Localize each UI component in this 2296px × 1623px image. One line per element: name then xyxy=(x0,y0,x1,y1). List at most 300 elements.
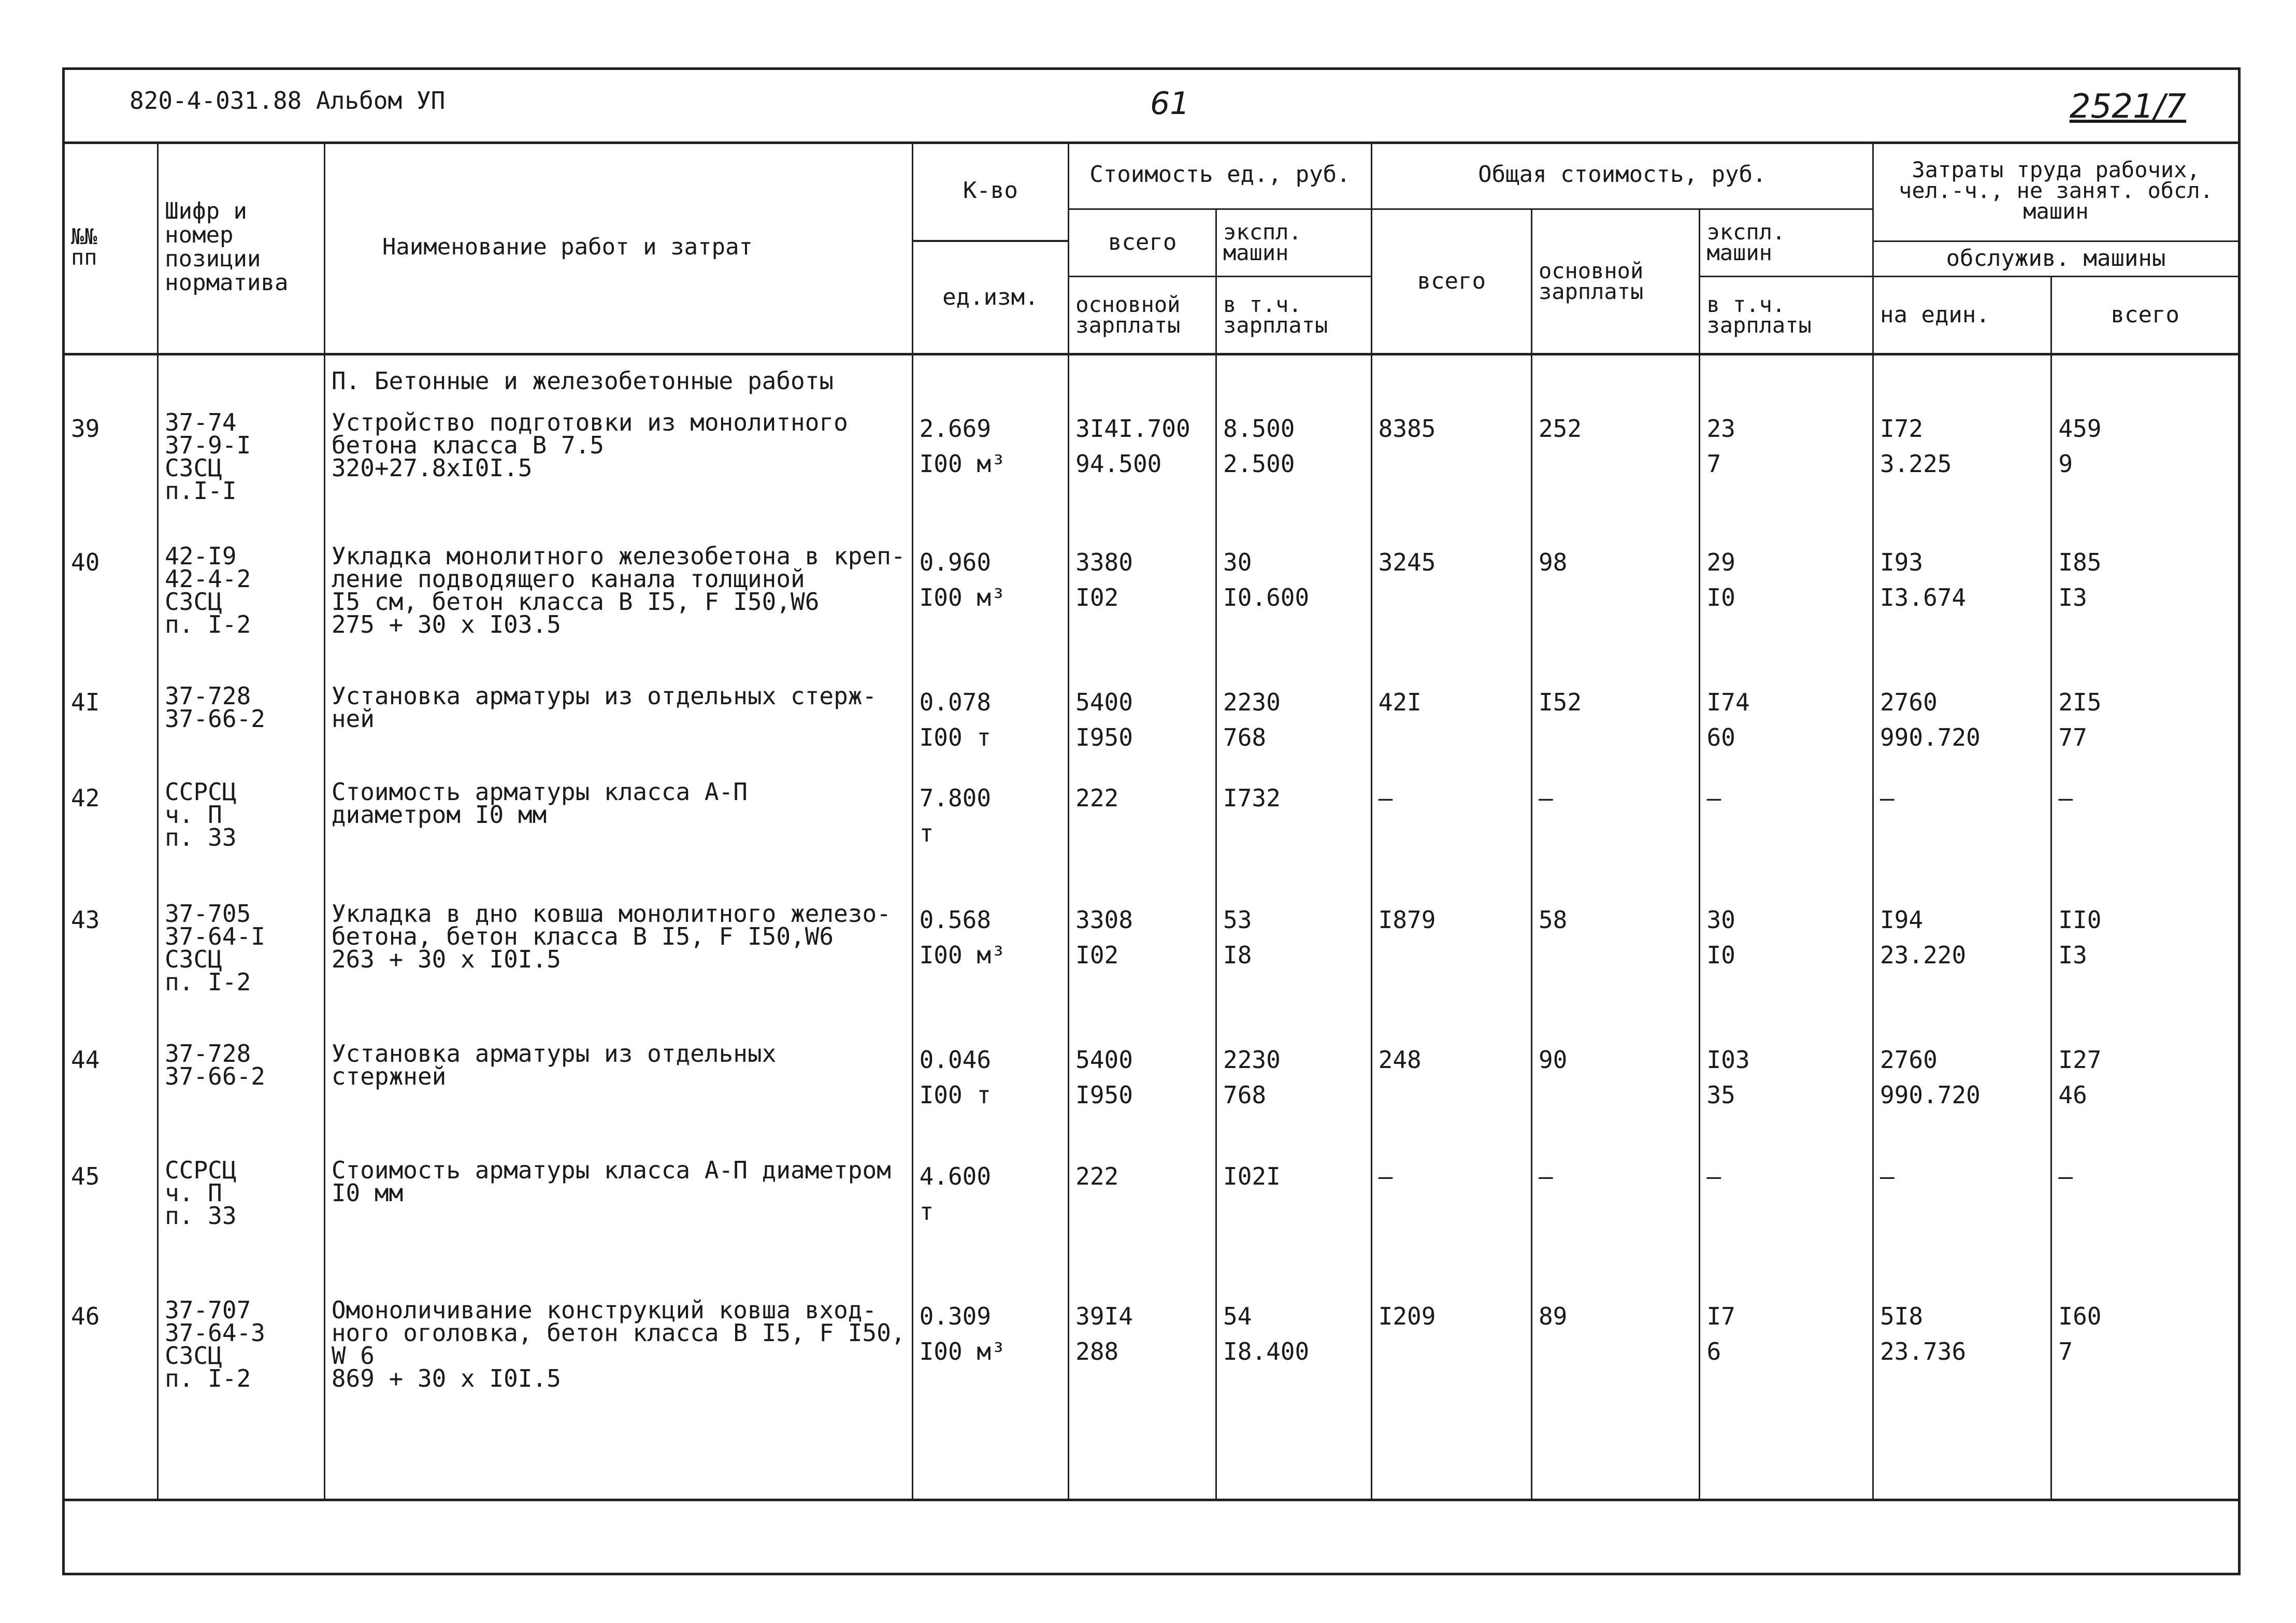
row-total-mach xyxy=(1706,1194,1866,1229)
header-unit-incl-cell xyxy=(1216,276,1372,354)
row-unit-total-cell xyxy=(1069,677,1216,773)
row-code: ч. П xyxy=(165,801,222,829)
header-qty-cell xyxy=(912,141,1069,241)
row-qty: I00 м³ xyxy=(919,1337,1006,1365)
row-labor-unit: I72 xyxy=(1879,415,1924,443)
header-num: №№ пп xyxy=(71,223,97,270)
row-number-cell xyxy=(65,1291,158,1500)
row-total-base-cell xyxy=(1531,1291,1700,1500)
row-total-cell xyxy=(1371,1151,1531,1291)
row-unit-mach: 2230 xyxy=(1223,1046,1281,1074)
header-labor-line: машин xyxy=(2023,198,2089,224)
row-total-mach: – xyxy=(1706,784,1721,812)
row-name-cell xyxy=(324,404,912,537)
row-code: п. I-2 xyxy=(165,1364,251,1392)
row-code: 37-707 xyxy=(165,1296,251,1324)
row-code-cell xyxy=(158,895,325,1035)
row-unit-mach-cell xyxy=(1216,677,1372,773)
row-qty: т xyxy=(919,1198,934,1226)
row-total-mach: I03 xyxy=(1706,1046,1750,1074)
row-labor-all-cell xyxy=(2051,773,2238,895)
row-unit-total: 3I4I.700 xyxy=(1075,415,1190,443)
row-name: I0 мм xyxy=(331,1179,404,1207)
row-unit-total: I950 xyxy=(1075,723,1133,751)
row-number-cell xyxy=(65,404,158,537)
row-labor-unit-cell xyxy=(1873,1291,2051,1500)
row-total-base-cell xyxy=(1531,677,1700,773)
section-empty xyxy=(158,354,325,404)
row-total-mach: 7 xyxy=(1706,450,1721,478)
row-labor-all: I3 xyxy=(2058,583,2087,611)
row-labor-all: 459 xyxy=(2058,415,2102,443)
row-total-base-cell xyxy=(1531,537,1700,677)
row-total-mach: 23 xyxy=(1706,415,1735,443)
table-row xyxy=(65,677,2238,773)
row-labor-unit: I94 xyxy=(1879,906,1924,934)
row-qty-cell xyxy=(912,1291,1069,1500)
row-labor-unit-cell xyxy=(1873,537,2051,677)
row-unit-mach: I8.400 xyxy=(1223,1337,1310,1365)
section-row xyxy=(65,354,2238,404)
header-total-cost-cell xyxy=(1371,141,1873,209)
row-labor-all: – xyxy=(2058,1162,2073,1190)
section-empty xyxy=(1069,354,1216,404)
row-number: 45 xyxy=(71,1162,100,1190)
row-total-mach: 60 xyxy=(1706,723,1735,751)
row-labor-all: 7 xyxy=(2058,1337,2073,1365)
row-code: 37-64-I xyxy=(165,922,265,950)
row-name: ней xyxy=(331,705,375,733)
row-total-base: 98 xyxy=(1538,548,1568,576)
row-labor-unit: – xyxy=(1879,784,1895,812)
row-unit-mach: 2230 xyxy=(1223,688,1281,716)
row-number-cell xyxy=(65,1151,158,1291)
row-labor-all-cell xyxy=(2051,537,2238,677)
row-total-cell xyxy=(1371,1291,1531,1500)
row-qty-cell xyxy=(912,1035,1069,1151)
row-total: I879 xyxy=(1378,906,1436,934)
row-labor-unit-cell xyxy=(1873,895,2051,1035)
row-qty-cell xyxy=(912,895,1069,1035)
row-labor-unit: 23.736 xyxy=(1879,1337,1967,1365)
header-row xyxy=(65,141,2238,209)
row-total-base: 90 xyxy=(1538,1046,1568,1074)
row-unit-mach-cell xyxy=(1216,1151,1372,1291)
row-code: п. 33 xyxy=(165,823,237,851)
row-code: СЗСЦ xyxy=(165,945,222,973)
row-total-base-cell xyxy=(1531,773,1700,895)
header-code-cell xyxy=(158,141,325,354)
document-header xyxy=(65,70,2238,144)
row-code-cell xyxy=(158,1291,325,1500)
row-labor-unit: 990.720 xyxy=(1879,1081,1981,1109)
row-labor-all: 9 xyxy=(2058,450,2073,478)
row-unit-mach: 8.500 xyxy=(1223,415,1295,443)
row-code: 37-64-3 xyxy=(165,1319,265,1347)
row-total-mach-cell xyxy=(1700,895,1873,1035)
row-unit-mach: 2.500 xyxy=(1223,450,1295,478)
header-unit-label-cell xyxy=(912,241,1069,354)
row-name: I5 см, бетон класса В I5, F I50,W6 xyxy=(331,588,820,616)
section-empty xyxy=(912,354,1069,404)
header-unit-total: всего xyxy=(1108,229,1177,255)
header-total-incl-line: в т.ч. xyxy=(1706,291,1786,317)
row-labor-all-cell xyxy=(2051,677,2238,773)
row-labor-all-cell xyxy=(2051,1291,2238,1500)
header-unit-cost: Стоимость ед., руб. xyxy=(1089,161,1351,188)
row-unit-mach: I732 xyxy=(1223,784,1281,812)
header-total-base-cell xyxy=(1531,209,1700,354)
row-name: 869 + 30 х I0I.5 xyxy=(331,1364,561,1392)
header-labor-all-cell xyxy=(2051,276,2238,354)
header-unit-incl-line: в т.ч. xyxy=(1223,291,1302,317)
row-labor-all xyxy=(2058,1194,2232,1229)
row-labor-unit: 2760 xyxy=(1879,688,1938,716)
row-name-cell xyxy=(324,895,912,1035)
header-qty: К-во xyxy=(963,177,1018,204)
row-total-mach: I7 xyxy=(1706,1302,1735,1330)
row-code: СЗСЦ xyxy=(165,1342,222,1370)
row-labor-unit-cell xyxy=(1873,1151,2051,1291)
row-labor-all: I27 xyxy=(2058,1046,2102,1074)
row-name: Стоимость арматуры класса А-П диаметром xyxy=(331,1156,891,1184)
row-code-cell xyxy=(158,537,325,677)
row-total-mach: 6 xyxy=(1706,1337,1721,1365)
row-unit-mach: 30 xyxy=(1223,548,1252,576)
row-name: ного оголовка, бетон класса В I5, F I50, xyxy=(331,1319,906,1347)
table-row xyxy=(65,1151,2238,1291)
row-total-base: – xyxy=(1538,1162,1553,1190)
row-total-mach: I0 xyxy=(1706,941,1735,969)
row-labor-all: I60 xyxy=(2058,1302,2102,1330)
row-total: 8385 xyxy=(1378,415,1436,443)
row-labor-all-cell xyxy=(2051,1151,2238,1291)
row-total-mach xyxy=(1706,816,1866,851)
row-number: 4I xyxy=(71,688,100,716)
row-labor-unit: 2760 xyxy=(1879,1046,1938,1074)
sheet-mark: 2521/7 xyxy=(2069,88,2186,126)
header-total-mach-line: машин xyxy=(1706,240,1772,265)
row-qty: 0.960 xyxy=(919,548,992,576)
row-qty-cell xyxy=(912,773,1069,895)
row-total-mach-cell xyxy=(1700,1291,1873,1500)
row-number: 42 xyxy=(71,784,100,812)
section-empty xyxy=(1531,354,1700,404)
row-total: 248 xyxy=(1378,1046,1422,1074)
row-unit-total: 288 xyxy=(1075,1337,1119,1365)
row-qty-cell xyxy=(912,537,1069,677)
row-number-cell xyxy=(65,895,158,1035)
row-qty: 4.600 xyxy=(919,1162,992,1190)
row-total-cell xyxy=(1371,404,1531,537)
row-unit-total: I02 xyxy=(1075,583,1119,611)
row-unit-total: I02 xyxy=(1075,941,1119,969)
table-row xyxy=(65,404,2238,537)
row-unit-total: 5400 xyxy=(1075,1046,1133,1074)
row-name-cell xyxy=(324,1151,912,1291)
row-unit-mach xyxy=(1223,1194,1365,1229)
row-code-cell xyxy=(158,404,325,537)
row-name-cell xyxy=(324,1035,912,1151)
row-labor-all: 77 xyxy=(2058,723,2087,751)
row-unit-mach-cell xyxy=(1216,1291,1372,1500)
header-labor-cell xyxy=(1873,141,2238,241)
row-qty: I00 т xyxy=(919,1081,992,1109)
row-name: стержней xyxy=(331,1062,447,1090)
header-total-mach-line: экспл. xyxy=(1706,219,1786,245)
row-labor-all xyxy=(2058,816,2232,851)
header-labor-serv: обслужив. машины xyxy=(1946,245,2166,272)
header-total-incl-line: зарплаты xyxy=(1706,312,1812,338)
row-labor-all: – xyxy=(2058,784,2073,812)
section-empty xyxy=(1873,354,2051,404)
row-code: ч. П xyxy=(165,1179,222,1207)
row-unit-total-cell xyxy=(1069,895,1216,1035)
table-row xyxy=(65,537,2238,677)
row-code: 37-728 xyxy=(165,682,251,710)
section-empty xyxy=(1371,354,1531,404)
row-name: ление подводящего канала толщиной xyxy=(331,565,805,593)
row-name: Стоимость арматуры класса А-П xyxy=(331,778,748,806)
row-total: – xyxy=(1378,784,1393,812)
row-labor-all: I3 xyxy=(2058,941,2087,969)
row-labor-unit-cell xyxy=(1873,773,2051,895)
row-total-base: 89 xyxy=(1538,1302,1568,1330)
header-code-line: Шифр и xyxy=(165,197,248,224)
row-name: диаметром I0 мм xyxy=(331,801,547,829)
row-qty: 0.309 xyxy=(919,1302,992,1330)
row-unit-total: I950 xyxy=(1075,1081,1133,1109)
row-unit-mach: I02I xyxy=(1223,1162,1281,1190)
row-name-cell xyxy=(324,537,912,677)
row-unit-mach: 53 xyxy=(1223,906,1252,934)
row-code: п. 33 xyxy=(165,1202,237,1230)
row-code: ССРСЦ xyxy=(165,778,237,806)
page-number: 61 xyxy=(1150,86,1190,122)
row-unit-mach: 768 xyxy=(1223,723,1267,751)
row-labor-all-cell xyxy=(2051,1035,2238,1151)
row-qty-cell xyxy=(912,404,1069,537)
row-labor-unit: I3.674 xyxy=(1879,583,1967,611)
section-title: П. Бетонные и железобетонные работы xyxy=(331,367,834,395)
row-code: п.I-I xyxy=(165,477,237,505)
header-unit-mach-line: экспл. xyxy=(1223,219,1302,245)
row-total-mach-cell xyxy=(1700,773,1873,895)
row-total: – xyxy=(1378,1162,1393,1190)
row-name: бетона класса В 7.5 xyxy=(331,431,605,459)
row-unit-total: 5400 xyxy=(1075,688,1133,716)
row-qty: 2.669 xyxy=(919,415,992,443)
row-unit-total: 3380 xyxy=(1075,548,1133,576)
section-empty xyxy=(1700,354,1873,404)
row-qty: 7.800 xyxy=(919,784,992,812)
row-labor-unit: 990.720 xyxy=(1879,723,1981,751)
row-code: ССРСЦ xyxy=(165,1156,237,1184)
section-empty xyxy=(2051,354,2238,404)
header-total-all-cell xyxy=(1371,209,1531,354)
row-qty-cell xyxy=(912,1151,1069,1291)
row-name: Установка арматуры из отдельных стерж- xyxy=(331,682,877,710)
row-labor-unit: 5I8 xyxy=(1879,1302,1924,1330)
row-code: 37-66-2 xyxy=(165,705,265,733)
row-labor-unit: I93 xyxy=(1879,548,1924,576)
row-name-cell xyxy=(324,773,912,895)
row-number: 44 xyxy=(71,1046,100,1074)
header-code-line: номер xyxy=(165,221,234,248)
row-qty: I00 т xyxy=(919,723,992,751)
row-total-base: 252 xyxy=(1538,415,1582,443)
row-code: 37-705 xyxy=(165,900,251,928)
row-name-cell xyxy=(324,1291,912,1500)
row-labor-unit xyxy=(1880,1194,2044,1229)
row-total-cell xyxy=(1371,1035,1531,1151)
header-labor-line: Затраты труда рабочих, xyxy=(1912,157,2200,183)
row-total-cell xyxy=(1371,677,1531,773)
row-unit-mach: I0.600 xyxy=(1223,583,1310,611)
header-total-base-line: основной xyxy=(1538,258,1644,283)
table-row xyxy=(65,895,2238,1035)
header-labor-all: всего xyxy=(2111,301,2179,328)
header-total-base-line: зарплаты xyxy=(1538,278,1644,304)
row-code: 37-9-I xyxy=(165,431,251,459)
document-sheet xyxy=(62,67,2241,1575)
row-number: 39 xyxy=(71,415,100,443)
document-code: 820-4-031.88 Альбом УП xyxy=(130,87,446,115)
row-total: I209 xyxy=(1378,1302,1436,1330)
header-name: Наименование работ и затрат xyxy=(382,233,753,260)
header-unit-label: ед.изм. xyxy=(942,283,1039,310)
row-code-cell xyxy=(158,677,325,773)
row-total: 3245 xyxy=(1378,548,1436,576)
row-unit-mach: I8 xyxy=(1223,941,1252,969)
row-unit-mach: 54 xyxy=(1223,1302,1252,1330)
row-name: Устройство подготовки из монолитного xyxy=(331,408,848,436)
row-number-cell xyxy=(65,773,158,895)
row-code: 37-66-2 xyxy=(165,1062,265,1090)
row-total-base: I52 xyxy=(1538,688,1582,716)
row-name-cell xyxy=(324,677,912,773)
header-unit-mach-cell xyxy=(1216,209,1372,276)
row-labor-all-cell xyxy=(2051,404,2238,537)
header-code-line: позиции xyxy=(165,245,261,272)
row-unit-total: 222 xyxy=(1075,784,1119,812)
row-unit-total-cell xyxy=(1069,773,1216,895)
row-total-cell xyxy=(1371,537,1531,677)
row-total-mach-cell xyxy=(1700,537,1873,677)
row-number: 40 xyxy=(71,548,100,576)
header-total-cost: Общая стоимость, руб. xyxy=(1478,161,1767,188)
row-name: Укладка в дно ковша монолитного железо- xyxy=(331,900,891,928)
header-labor-unit-cell xyxy=(1873,276,2051,354)
row-number-cell xyxy=(65,1035,158,1151)
row-unit-mach-cell xyxy=(1216,895,1372,1035)
header-unit-mach-line: машин xyxy=(1223,240,1289,265)
row-unit-total-cell xyxy=(1069,1035,1216,1151)
row-total-mach-cell xyxy=(1700,677,1873,773)
row-total-mach-cell xyxy=(1700,404,1873,537)
row-unit-total: 39I4 xyxy=(1075,1302,1133,1330)
row-total-mach: I74 xyxy=(1706,688,1750,716)
row-unit-total-cell xyxy=(1069,404,1216,537)
row-code: 42-4-2 xyxy=(165,565,251,593)
row-qty: I00 м³ xyxy=(919,450,1006,478)
header-total-incl-cell xyxy=(1700,276,1873,354)
row-name: Укладка монолитного железобетона в креп- xyxy=(331,542,906,570)
row-total-base-cell xyxy=(1531,1151,1700,1291)
row-code-cell xyxy=(158,773,325,895)
row-total-base-cell xyxy=(1531,1035,1700,1151)
row-unit-mach: 768 xyxy=(1223,1081,1267,1109)
row-unit-mach-cell xyxy=(1216,1035,1372,1151)
section-empty xyxy=(1216,354,1372,404)
row-total-cell xyxy=(1371,773,1531,895)
row-total-base: – xyxy=(1538,784,1553,812)
header-labor-unit: на един. xyxy=(1879,301,1990,328)
row-number-cell xyxy=(65,677,158,773)
row-total-mach: 35 xyxy=(1706,1081,1735,1109)
row-qty: I00 м³ xyxy=(919,583,1006,611)
row-total-mach: 30 xyxy=(1706,906,1735,934)
row-labor-all: 2I5 xyxy=(2058,688,2102,716)
row-code: п. I-2 xyxy=(165,610,251,638)
header-unit-base-line: основной xyxy=(1075,291,1181,317)
row-unit-total: 222 xyxy=(1075,1162,1119,1190)
row-total: 42I xyxy=(1378,688,1422,716)
row-qty-cell xyxy=(912,677,1069,773)
row-unit-total xyxy=(1075,816,1209,851)
row-unit-mach-cell xyxy=(1216,537,1372,677)
row-labor-all: II0 xyxy=(2058,906,2102,934)
row-labor-unit xyxy=(1880,816,2044,851)
row-unit-mach xyxy=(1223,816,1365,851)
table-rows xyxy=(65,404,2238,1500)
row-number: 46 xyxy=(71,1302,100,1330)
row-total-mach-cell xyxy=(1700,1035,1873,1151)
row-labor-all: I85 xyxy=(2058,548,2102,576)
row-number: 43 xyxy=(71,906,100,934)
row-unit-total-cell xyxy=(1069,537,1216,677)
row-labor-unit: 23.220 xyxy=(1879,941,1967,969)
header-unit-incl-line: зарплаты xyxy=(1223,312,1328,338)
row-total-mach: I0 xyxy=(1706,583,1735,611)
table-row xyxy=(65,773,2238,895)
row-total-base: 58 xyxy=(1538,906,1568,934)
row-name: 320+27.8хI0I.5 xyxy=(331,454,533,482)
row-name: W 6 xyxy=(331,1342,375,1370)
header-labor-serv-cell xyxy=(1873,241,2238,276)
row-labor-unit: – xyxy=(1879,1162,1895,1190)
row-unit-total: 94.500 xyxy=(1075,450,1162,478)
row-code: СЗСЦ xyxy=(165,454,222,482)
row-code: 37-74 xyxy=(165,408,237,436)
row-qty: I00 м³ xyxy=(919,941,1006,969)
row-qty: 0.568 xyxy=(919,906,992,934)
section-empty xyxy=(65,354,158,404)
row-code: 42-I9 xyxy=(165,542,237,570)
row-qty: 0.078 xyxy=(919,688,992,716)
row-labor-all-cell xyxy=(2051,895,2238,1035)
row-unit-mach-cell xyxy=(1216,404,1372,537)
header-name-cell xyxy=(324,141,912,354)
row-name: бетона, бетон класса В I5, F I50,W6 xyxy=(331,922,834,950)
row-unit-total xyxy=(1075,1194,1209,1229)
row-unit-mach-cell xyxy=(1216,773,1372,895)
row-total-base-cell xyxy=(1531,404,1700,537)
row-unit-total: 3308 xyxy=(1075,906,1133,934)
row-labor-all: 46 xyxy=(2058,1081,2087,1109)
row-name: Омоноличивание конструкций ковша вход- xyxy=(331,1296,877,1324)
row-name: Установка арматуры из отдельных xyxy=(331,1040,777,1067)
